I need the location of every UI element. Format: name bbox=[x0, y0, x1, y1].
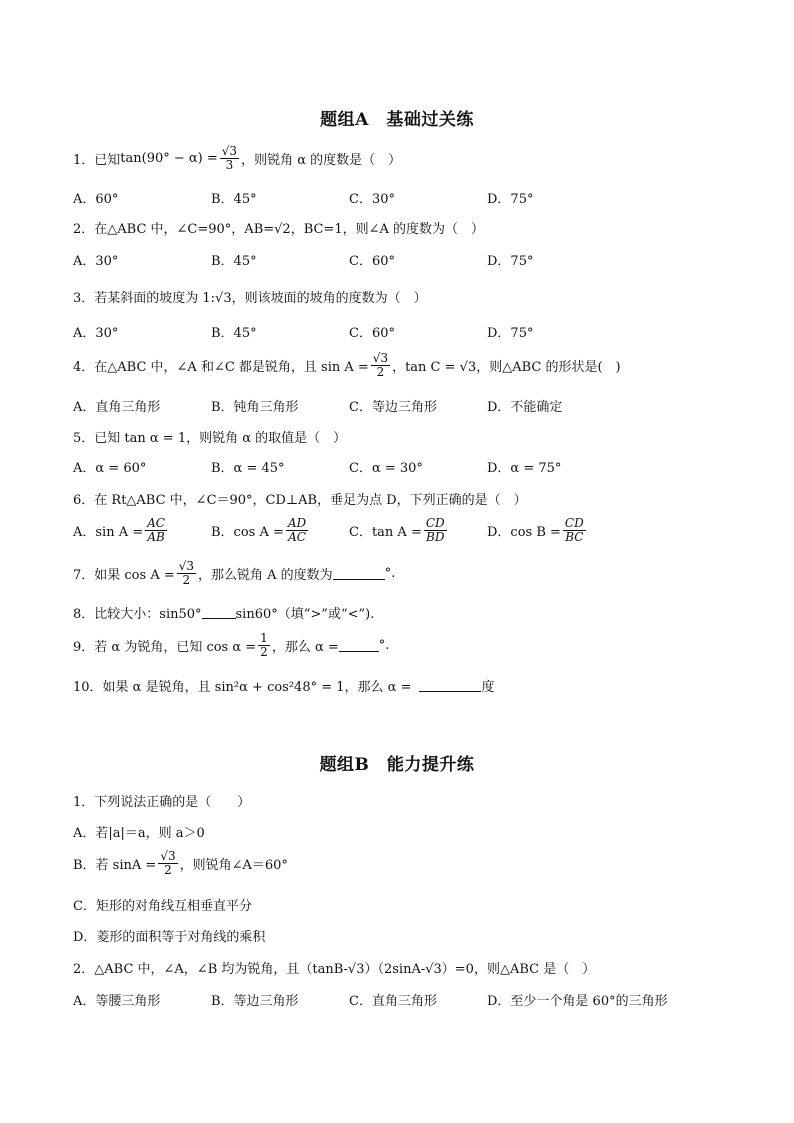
question-a4-prefix: 4．在△ABC 中，∠A 和∠C 都是锐角，且 sin A = bbox=[73, 360, 369, 375]
fraction-numerator: √3 bbox=[221, 144, 238, 158]
fraction-denominator: 3 bbox=[225, 158, 234, 172]
option-a: A．等腰三角形 bbox=[73, 994, 161, 1009]
option-b: B．钝角三角形 bbox=[211, 400, 299, 415]
answer-blank[interactable] bbox=[202, 606, 236, 619]
option-c: C．α = 30° bbox=[349, 461, 423, 476]
option-label: D．cos B = bbox=[487, 525, 561, 540]
option-b-prefix: B．若 sinA = bbox=[73, 858, 157, 873]
option-c: C．60° bbox=[349, 326, 395, 341]
option-a: A．60° bbox=[73, 192, 119, 207]
question-a1 bbox=[73, 145, 401, 172]
option-b bbox=[211, 517, 310, 544]
fraction-numerator: AD bbox=[287, 516, 307, 530]
fraction-denominator: BC bbox=[565, 530, 584, 544]
fraction-denominator: AB bbox=[147, 530, 165, 544]
question-a5: 5．已知 tan α = 1，则锐角 α 的取值是（ ） bbox=[73, 431, 347, 446]
option-a: A．α = 60° bbox=[73, 461, 147, 476]
fraction bbox=[145, 517, 167, 544]
option-d: D．75° bbox=[487, 254, 534, 269]
option-c: C．直角三角形 bbox=[349, 994, 437, 1009]
question-a7 bbox=[73, 560, 395, 587]
question-a9-tail: °. bbox=[378, 638, 390, 653]
fraction bbox=[258, 632, 270, 659]
question-a8-suffix: sin60°（填“>”或“<”). bbox=[235, 607, 375, 622]
fraction bbox=[424, 517, 447, 544]
option-b: B．45° bbox=[211, 254, 257, 269]
question-a1-expr: tan(90° − α) = bbox=[120, 151, 218, 166]
question-a9-suffix: ，那么 α = bbox=[271, 640, 339, 655]
question-a7-tail: °. bbox=[384, 566, 396, 581]
answer-blank[interactable] bbox=[339, 639, 379, 652]
question-a10-tail: 度 bbox=[481, 680, 495, 695]
option-d: D．菱形的面积等于对角线的乘积 bbox=[73, 930, 266, 945]
fraction-denominator: 2 bbox=[376, 365, 385, 379]
question-a9 bbox=[73, 632, 389, 659]
question-a9-prefix: 9．若 α 为锐角，已知 cos α = bbox=[73, 640, 257, 655]
question-a2: 2．在△ABC 中，∠C=90°，AB=√2，BC=1，则∠A 的度数为（ ） bbox=[73, 222, 485, 237]
option-d: D．75° bbox=[487, 192, 534, 207]
fraction bbox=[563, 517, 586, 544]
question-b1: 1．下列说法正确的是（ ） bbox=[73, 795, 251, 810]
fraction-numerator: √3 bbox=[178, 559, 195, 573]
option-d: D．α = 75° bbox=[487, 461, 562, 476]
option-d: D．至少一个角是 60°的三角形 bbox=[487, 994, 668, 1009]
fraction bbox=[371, 352, 390, 379]
option-a: A．30° bbox=[73, 254, 119, 269]
question-a7-prefix: 7．如果 cos A = bbox=[73, 568, 175, 583]
answer-blank[interactable] bbox=[419, 679, 481, 692]
option-c: C．等边三角形 bbox=[349, 400, 437, 415]
fraction-denominator: 2 bbox=[164, 863, 172, 877]
option-d: D．不能确定 bbox=[487, 400, 563, 415]
question-a7-suffix: ，那么锐角 A 的度数为 bbox=[198, 568, 333, 583]
fraction bbox=[286, 517, 308, 544]
question-a4 bbox=[73, 352, 621, 379]
fraction-denominator: 2 bbox=[182, 573, 191, 587]
answer-blank[interactable] bbox=[333, 567, 385, 580]
option-c: C．60° bbox=[349, 254, 395, 269]
question-a3: 3．若某斜面的坡度为 1:√3，则该坡面的坡角的度数为（ ） bbox=[73, 291, 427, 306]
section-a-title: 题组A 基础过关练 bbox=[320, 110, 474, 130]
option-a: A．30° bbox=[73, 326, 119, 341]
question-a8 bbox=[73, 603, 374, 622]
option-b bbox=[73, 850, 288, 877]
option-c: C．矩形的对角线互相垂直平分 bbox=[73, 899, 252, 914]
fraction-numerator: √3 bbox=[372, 351, 389, 365]
fraction-numerator: 1 bbox=[260, 631, 268, 645]
fraction-numerator: CD bbox=[564, 516, 584, 530]
question-a10-prefix: 10．如果 α 是锐角，且 sin²α + cos²48° = 1，那么 α = bbox=[73, 680, 412, 695]
option-c: C．30° bbox=[349, 192, 395, 207]
fraction-denominator: AC bbox=[288, 530, 306, 544]
fraction-numerator: √3 bbox=[160, 849, 176, 863]
option-b: B．等边三角形 bbox=[211, 994, 299, 1009]
option-b: B．45° bbox=[211, 326, 257, 341]
fraction bbox=[177, 560, 196, 587]
question-a1-suffix: ，则锐角 α 的度数是（ ） bbox=[241, 153, 402, 168]
fraction-numerator: AC bbox=[147, 516, 165, 530]
fraction-denominator: 2 bbox=[260, 645, 268, 659]
option-d bbox=[487, 517, 588, 544]
question-b2: 2．△ABC 中，∠A，∠B 均为锐角，且（tanB-√3）（2sinA-√3）=0，则△ABC 是（ ） bbox=[73, 962, 596, 977]
fraction bbox=[158, 850, 177, 877]
option-a: A．直角三角形 bbox=[73, 400, 161, 415]
option-a: A．若|a|＝a，则 a＞0 bbox=[73, 826, 205, 841]
question-a10 bbox=[73, 676, 494, 695]
option-b-suffix: ，则锐角∠A＝60° bbox=[179, 858, 288, 873]
fraction-denominator: BD bbox=[426, 530, 445, 544]
option-c bbox=[349, 517, 449, 544]
fraction-numerator: CD bbox=[425, 516, 445, 530]
option-d: D．75° bbox=[487, 326, 534, 341]
option-b: B．α = 45° bbox=[211, 461, 285, 476]
section-b-title: 题组B 能力提升练 bbox=[319, 755, 475, 775]
question-a4-suffix: ，tan C = √3，则△ABC 的形状是( ) bbox=[392, 360, 621, 375]
question-a8-prefix: 8．比较大小：sin50° bbox=[73, 607, 202, 622]
fraction bbox=[220, 145, 239, 172]
option-label: C．tan A = bbox=[349, 525, 422, 540]
option-label: A．sin A = bbox=[73, 525, 144, 540]
question-a6: 6．在 Rt△ABC 中，∠C＝90°，CD⊥AB，垂足为点 D，下列正确的是（ ） bbox=[73, 493, 527, 508]
question-a1-prefix: 1．已知 bbox=[73, 153, 121, 168]
option-label: B．cos A = bbox=[211, 525, 284, 540]
option-a bbox=[73, 517, 169, 544]
option-b: B．45° bbox=[211, 192, 257, 207]
